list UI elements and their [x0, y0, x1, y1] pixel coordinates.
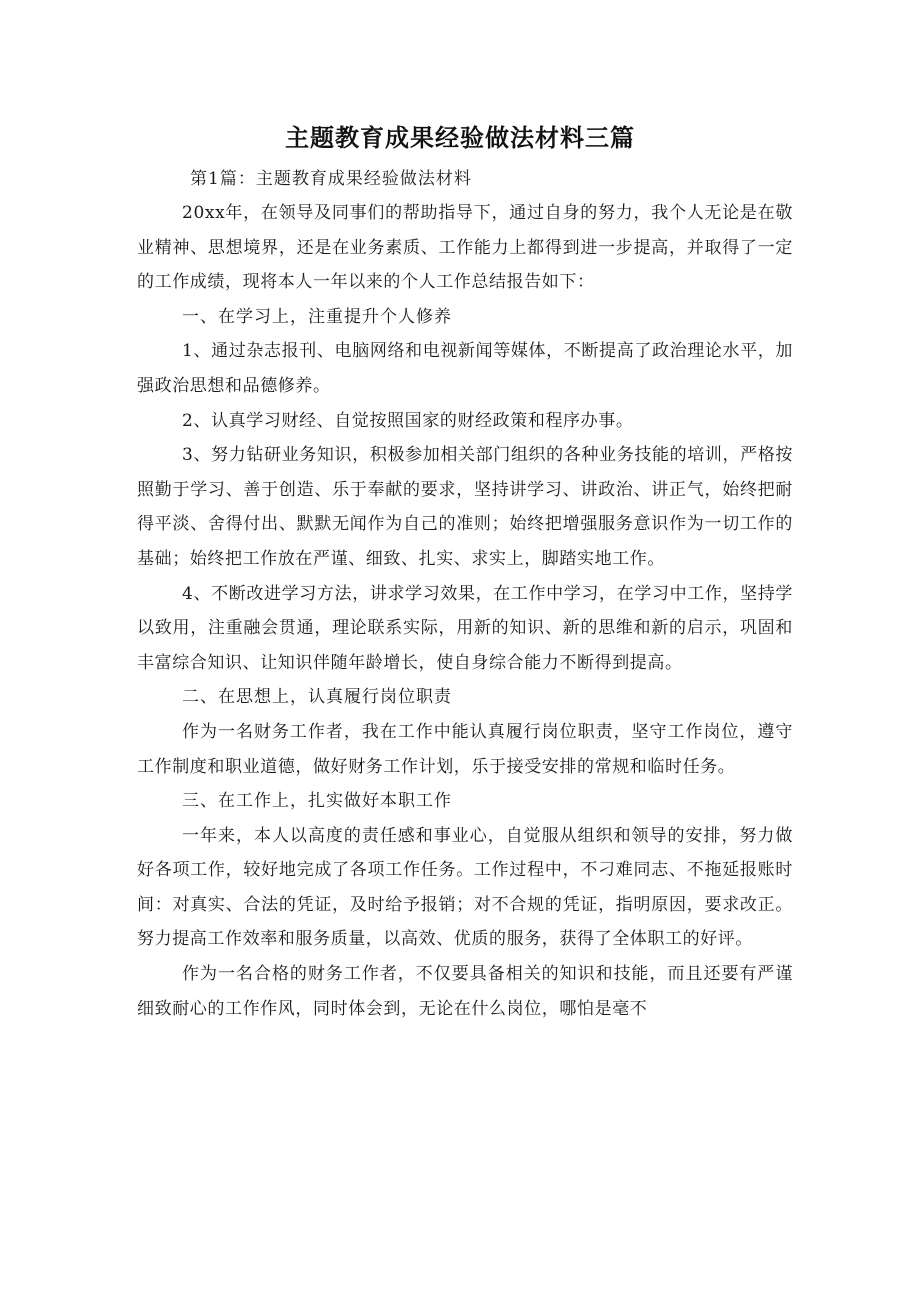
paragraph-study-4: 4、不断改进学习方法，讲求学习效果，在工作中学习，在学习中工作，坚持学以致用，注重融会贯通，理论联系实际，用新的知识、新的思维和新的启示，巩固和丰富综合知识、让知识伴随年龄增长，使自身综合能力不断得到提高。 — [137, 583, 793, 673]
paragraph-work-1: 一年来，本人以高度的责任感和事业心，自觉服从组织和领导的安排，努力做好各项工作，较好地完成了各项工作任务。工作过程中，不刁难同志、不拖延报账时间：对真实、合法的凭证，及时给予报销；对不合规的凭证，指明原因，要求改正。努力提高工作效率和服务质量，以高效、优质的服务，获得了全体职工的好评。 — [137, 825, 793, 950]
section-heading-thought: 二、在思想上，认真履行岗位职责 — [182, 687, 453, 708]
paragraph-work-2: 作为一名合格的财务工作者，不仅要具备相关的知识和技能，而且还要有严谨细致耐心的工作作风，同时体会到，无论在什么岗位，哪怕是毫不 — [137, 964, 793, 1019]
paragraph-study-1: 1、通过杂志报刊、电脑网络和电视新闻等媒体，不断提高了政治理论水平，加强政治思想和品德修养。 — [137, 341, 793, 396]
paragraph-thought: 作为一名财务工作者，我在工作中能认真履行岗位职责，坚守工作岗位，遵守工作制度和职业道德，做好财务工作计划，乐于接受安排的常规和临时任务。 — [137, 721, 793, 777]
document-body — [137, 196, 793, 1026]
document-title: 主题教育成果经验做法材料三篇 — [285, 124, 635, 152]
paragraph-study-3: 3、努力钻研业务知识，积极参加相关部门组织的各种业务技能的培训，严格按照勤于学习、善于创造、乐于奉献的要求，坚持讲学习、讲政治、讲正气，始终把耐得平淡、舍得付出、默默无闻作为自己的准则；始终把增强服务意识作为一切工作的基础；始终把工作放在严谨、细致、扎实、求实上，脚踏实地工作。 — [137, 445, 793, 569]
section-heading-study: 一、在学习上，注重提升个人修养 — [182, 306, 453, 327]
section-heading-work: 三、在工作上，扎实做好本职工作 — [182, 791, 453, 812]
paragraph-study-2: 2、认真学习财经、自觉按照国家的财经政策和程序办事。 — [182, 410, 634, 431]
document-subtitle: 第1篇：主题教育成果经验做法材料 — [190, 169, 472, 189]
paragraph-intro: 20xx年，在领导及同事们的帮助指导下，通过自身的努力，我个人无论是在敬业精神、思想境界，还是在业务素质、工作能力上都得到进一步提高，并取得了一定的工作成绩，现将本人一年以来的个人工作总结报告如下： — [137, 203, 793, 293]
